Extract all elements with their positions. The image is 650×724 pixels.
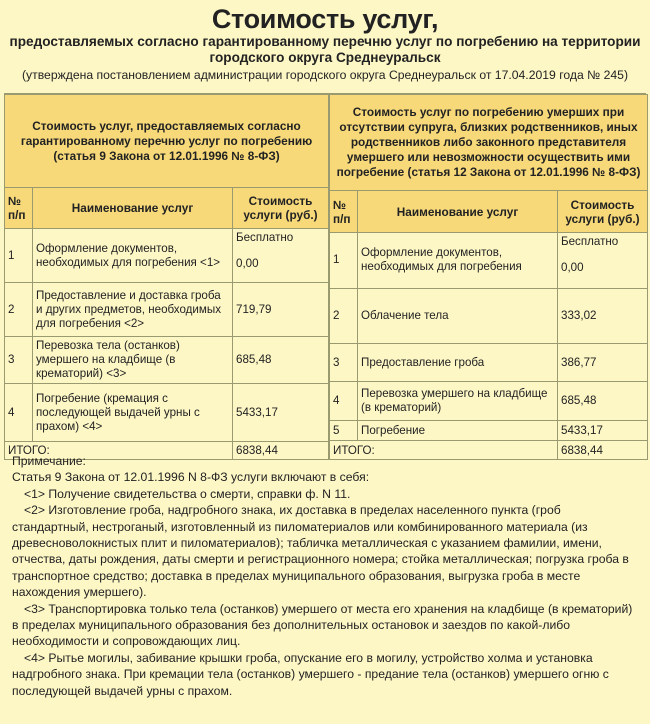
left-section-title: Стоимость услуг, предоставляемых согласно гарантированному перечню услуг по погребению (статья 9 Закона от 12.01.1996 № 8-ФЗ) bbox=[5, 95, 329, 188]
left-col-num: № п/п bbox=[5, 188, 33, 229]
page-subtitle bbox=[0, 34, 650, 66]
cost-value: 0,00 bbox=[561, 261, 584, 275]
guaranteed-services-table bbox=[4, 94, 329, 460]
right-col-num: № п/п bbox=[330, 190, 358, 232]
subtitle-line-2: городского округа Среднеуральск bbox=[209, 50, 441, 65]
row-cost bbox=[558, 233, 648, 289]
table-row bbox=[5, 229, 329, 283]
row-name: Предоставление гроба bbox=[358, 344, 558, 381]
row-name: Перевозка тела (останков) умершего на кладбище (в крематорий) <3> bbox=[33, 337, 233, 384]
row-num: 2 bbox=[330, 288, 358, 344]
row-name: Погребение bbox=[358, 420, 558, 441]
notes-section bbox=[12, 453, 640, 699]
table-row bbox=[330, 233, 648, 289]
row-cost: 5433,17 bbox=[233, 384, 329, 442]
row-num: 2 bbox=[5, 283, 33, 337]
row-name: Перевозка умершего на кладбище (в крематорий) bbox=[358, 381, 558, 420]
row-cost: 333,02 bbox=[558, 288, 648, 344]
page-title: Стоимость услуг, bbox=[211, 4, 439, 34]
table-row bbox=[5, 283, 329, 337]
row-cost: 719,79 bbox=[233, 283, 329, 337]
row-name: Погребение (кремация с последующей выдачей урны с прахом) <4> bbox=[33, 384, 233, 442]
right-section-title: Стоимость услуг по погребению умерших при отсутствии супруга, близких родственников, иных родственников либо законного представителя умершего или невозможности осуществить ими погребение (статья 12 Закона от 12.01.1996 № 8-ФЗ) bbox=[330, 95, 648, 191]
left-col-cost: Стоимость услуги (руб.) bbox=[233, 188, 329, 229]
note-4: <4> Рытье могилы, забивание крышки гроба, опускание его в могилу, устройство холма и установка надгробного знака. При кремации тела (останков) умершего - предание тела (останков) умершего огню с последующей выдачей урны с прахом. bbox=[12, 650, 609, 698]
row-name: Оформление документов, необходимых для погребения bbox=[358, 233, 558, 289]
row-name: Облачение тела bbox=[358, 288, 558, 344]
note-2: <2> Изготовление гроба, надгробного знака, их доставка в пределах населенного пункта (гроб стандартный, нестроганый, изготовленный из пиломатериалов или комбинированного материала (из древесноволокнистых плит и пиломатериалов); табличка металлическая с указанием фамилии, имени, отчества, даты рождения, даты смерти и регистрационного номера; стойка металлическая; погрузка гроба в транспортное средство; доставка в пределах муниципального образования, выгрузка гроба в месте нахождения умершего). bbox=[12, 503, 629, 600]
table-row bbox=[330, 420, 648, 441]
total-label: ИТОГО: bbox=[5, 442, 233, 460]
left-col-name: Наименование услуг bbox=[33, 188, 233, 229]
row-cost: 685,48 bbox=[558, 381, 648, 420]
row-cost bbox=[233, 229, 329, 283]
right-col-cost: Стоимость услуги (руб.) bbox=[558, 190, 648, 232]
price-notice bbox=[0, 4, 650, 724]
row-num: 4 bbox=[5, 384, 33, 442]
cost-value: 0,00 bbox=[236, 257, 259, 270]
notes-intro: Статья 9 Закона от 12.01.1996 N 8-ФЗ услуги включают в себя: bbox=[12, 470, 370, 485]
right-col-name: Наименование услуг bbox=[358, 190, 558, 232]
row-num: 5 bbox=[330, 420, 358, 441]
row-cost: 685,48 bbox=[233, 337, 329, 384]
table-row bbox=[5, 337, 329, 384]
note-1: <1> Получение свидетельства о смерти, справки ф. N 11. bbox=[24, 486, 351, 501]
notes-heading: Примечание: bbox=[12, 454, 86, 468]
row-name: Оформление документов, необходимых для погребения <1> bbox=[33, 229, 233, 283]
row-cost: 5433,17 bbox=[558, 420, 648, 441]
row-num: 1 bbox=[5, 229, 33, 283]
cost-note: Бесплатно bbox=[236, 231, 294, 244]
row-num: 1 bbox=[330, 233, 358, 289]
total-label: ИТОГО: bbox=[330, 441, 558, 460]
table-row bbox=[330, 288, 648, 344]
row-num: 4 bbox=[330, 381, 358, 420]
table-row bbox=[5, 384, 329, 442]
price-tables bbox=[4, 93, 646, 460]
table-row bbox=[330, 344, 648, 381]
row-cost: 386,77 bbox=[558, 344, 648, 381]
approval-note: (утверждена постановлением администрации городского округа Среднеуральск от 17.04.2019 года № 245) bbox=[21, 68, 629, 82]
subtitle-line-1: предоставляемых согласно гарантированному перечню услуг по погребению на территории bbox=[9, 34, 641, 49]
row-num: 3 bbox=[330, 344, 358, 381]
note-3: <3> Транспортировка только тела (останков) умершего от места его хранения на кладбище (в крематорий) в пределах муниципального образования без дополнительных остановок и заездов по какой-либо необходимости и сопровождающих лиц. bbox=[12, 601, 633, 649]
unclaimed-burial-services-table bbox=[329, 94, 648, 460]
row-num: 3 bbox=[5, 337, 33, 384]
total-value: 6838,44 bbox=[558, 441, 648, 460]
table-row bbox=[330, 381, 648, 420]
cost-note: Бесплатно bbox=[561, 235, 619, 249]
total-value: 6838,44 bbox=[233, 442, 329, 460]
row-name: Предоставление и доставка гроба и других предметов, необходимых для погребения <2> bbox=[33, 283, 233, 337]
